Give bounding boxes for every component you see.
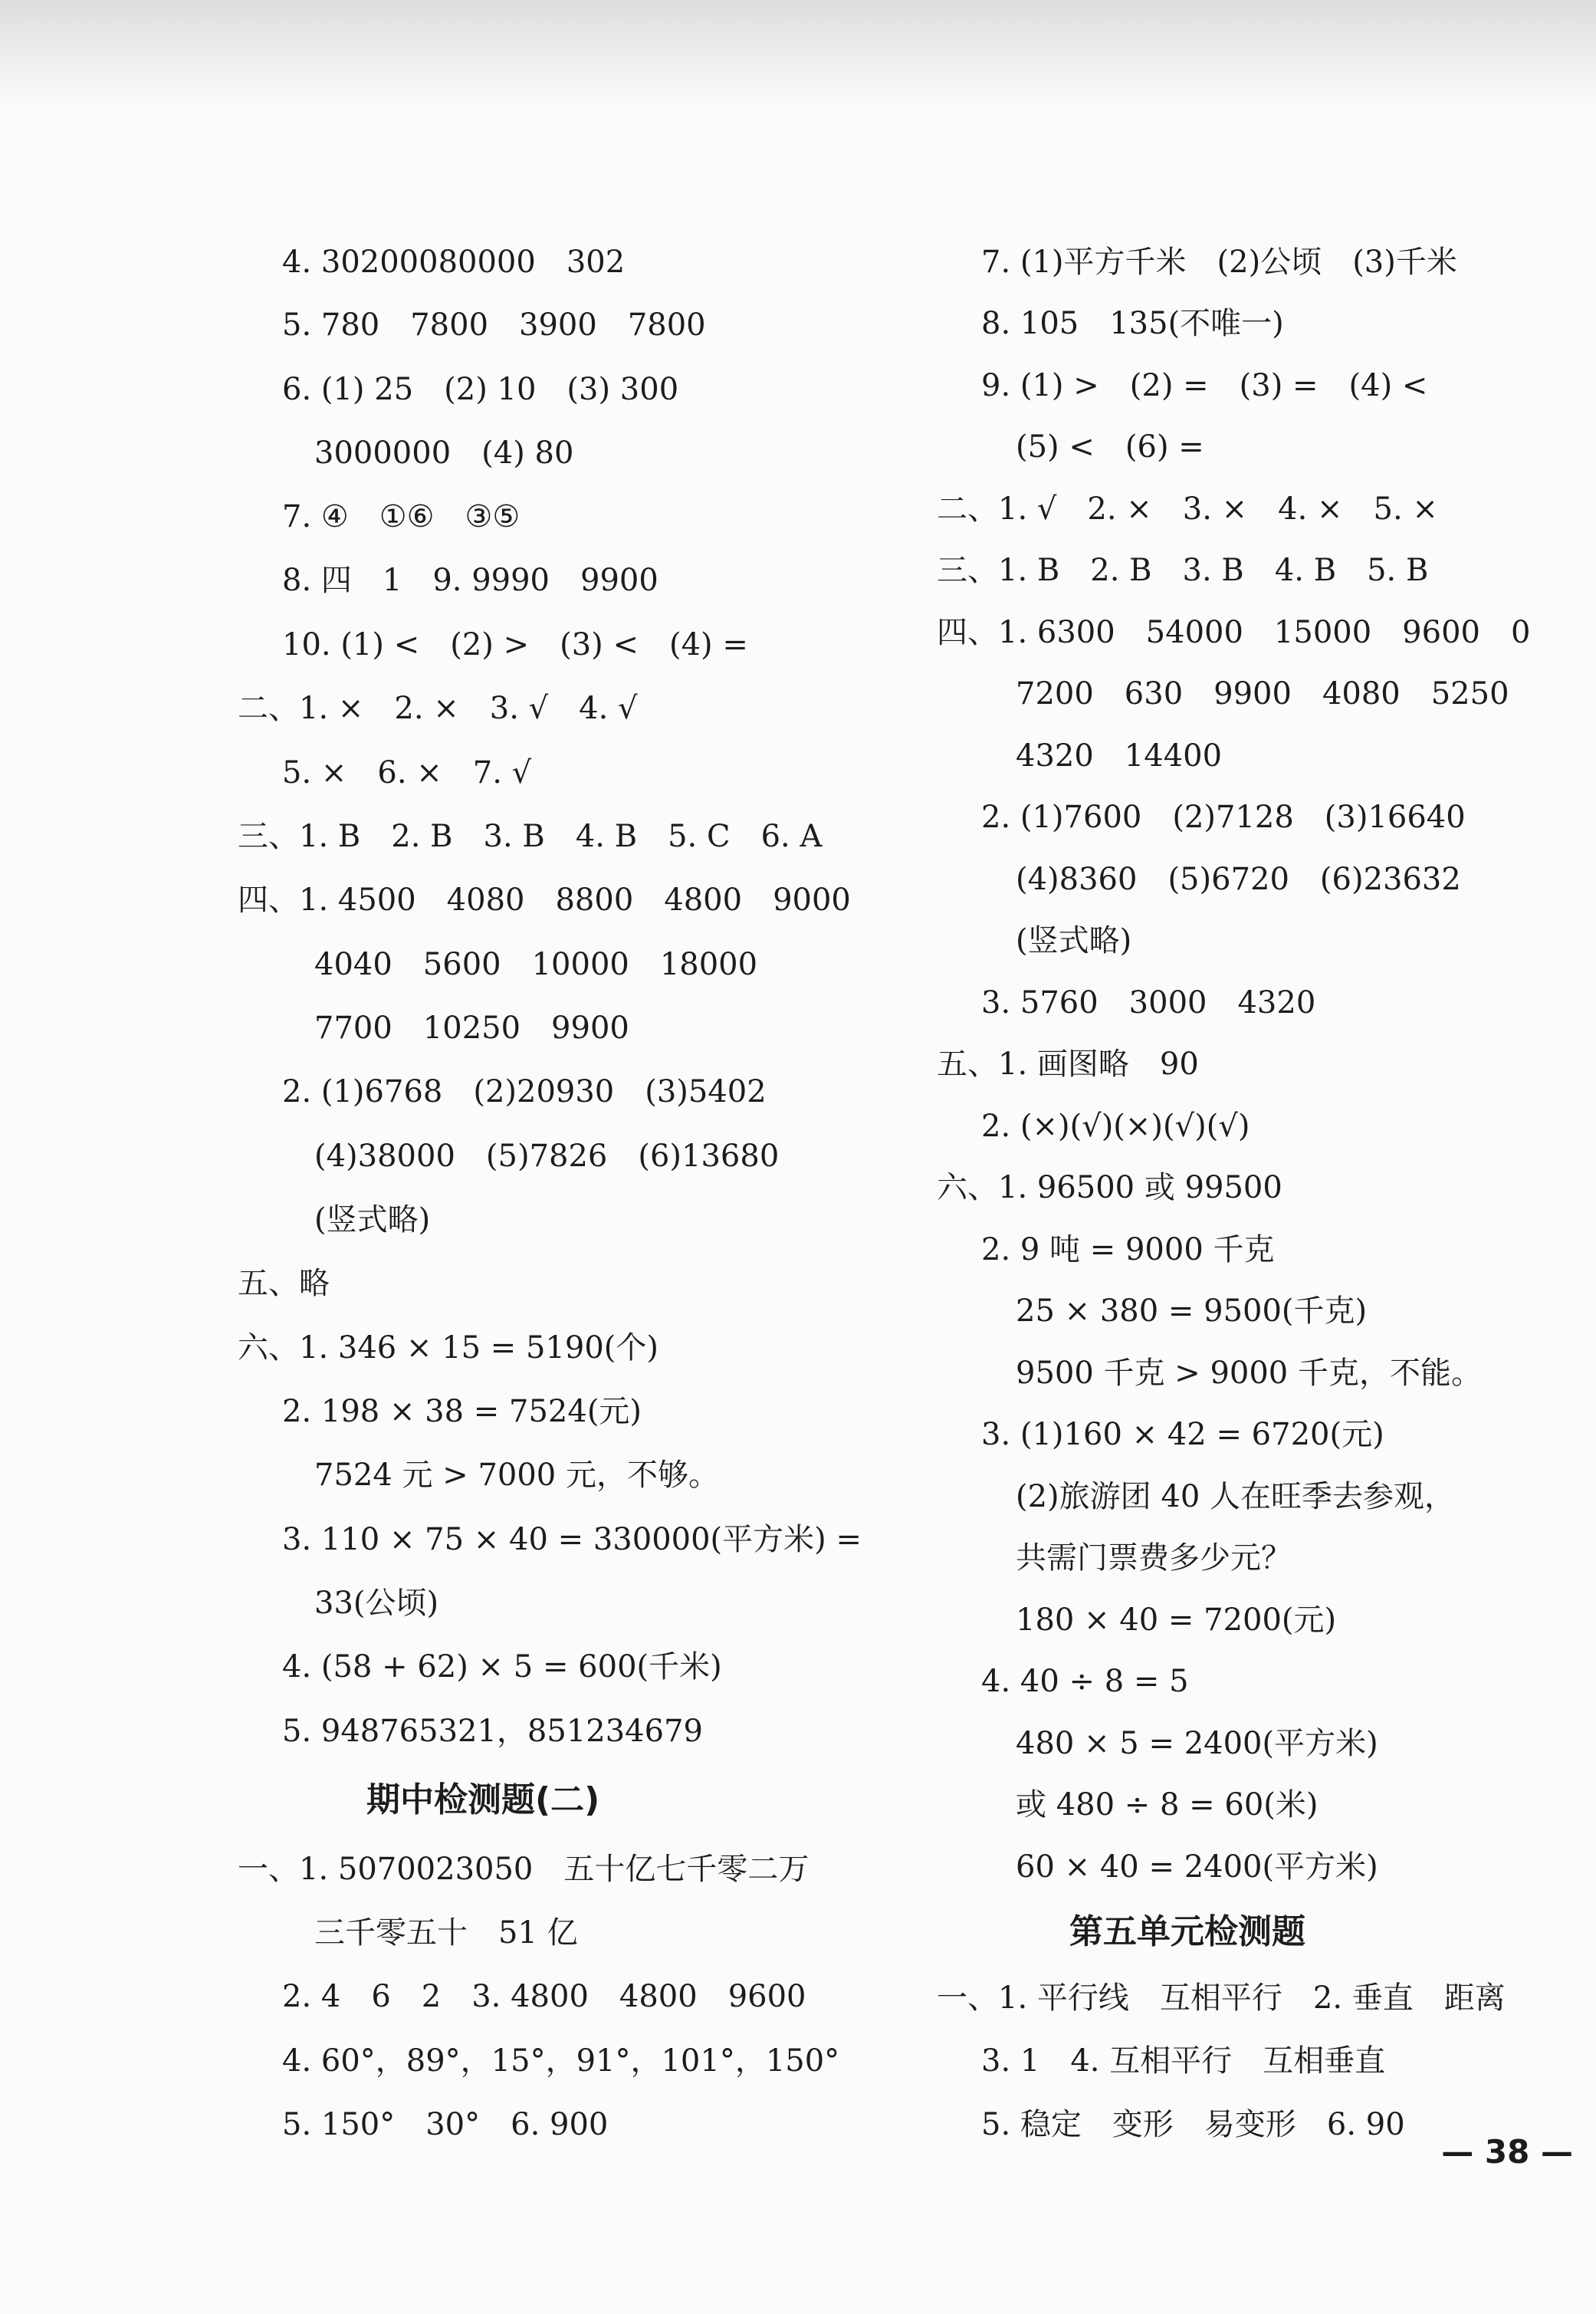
answer-line: 2. 198 × 38 = 7524(元)	[282, 1394, 642, 1429]
answer-line: 5. 948765321，851234679	[282, 1714, 703, 1749]
section-line: 六、1. 96500 或 99500	[937, 1170, 1282, 1205]
answer-line: 3000000 (4) 80	[314, 436, 574, 471]
answer-line: 9. (1) > (2) = (3) = (4) <	[981, 368, 1428, 403]
answer-line: 5. × 6. × 7. √	[282, 755, 532, 791]
answer-line: 5. 150° 30° 6. 900	[282, 2107, 609, 2142]
section-heading: 期中检测题(二)	[366, 1780, 600, 1819]
answer-line: 480 × 5 = 2400(平方米)	[1016, 1726, 1378, 1761]
answer-line: 4. 30200080000 302	[282, 245, 626, 280]
section-line: 一、1. 平行线 互相平行 2. 垂直 距离	[937, 1980, 1506, 2016]
answer-line: 8. 四 1 9. 9990 9900	[282, 563, 658, 598]
answer-line: 33(公顷)	[314, 1586, 439, 1621]
section-line: 六、1. 346 × 15 = 5190(个)	[238, 1330, 659, 1366]
section-line: 四、1. 4500 4080 8800 4800 9000	[238, 883, 851, 918]
answer-line: 7700 10250 9900	[314, 1011, 629, 1046]
answer-line: 3. (1)160 × 42 = 6720(元)	[981, 1417, 1384, 1452]
answer-line: 4. 60°，89°，15°，91°，101°，150°	[282, 2043, 840, 2079]
section-line: 五、略	[238, 1266, 330, 1301]
section-line: 四、1. 6300 54000 15000 9600 0	[937, 615, 1531, 650]
section-line: 三、1. B 2. B 3. B 4. B 5. B	[937, 553, 1429, 588]
answer-line: (5) < (6) =	[1016, 429, 1204, 465]
answer-line: 4040 5600 10000 18000	[314, 947, 758, 982]
scan-top-band	[0, 0, 1596, 107]
answer-line: 或 480 ÷ 8 = 60(米)	[1016, 1787, 1319, 1823]
answer-line: 2. (1)7600 (2)7128 (3)16640	[981, 800, 1466, 835]
answer-line: 25 × 380 = 9500(千克)	[1016, 1293, 1368, 1329]
page-number: — 38 —	[1441, 2133, 1573, 2171]
answer-line: 2. 4 6 2 3. 4800 4800 9600	[282, 1979, 806, 2014]
answer-line: 三千零五十 51 亿	[314, 1915, 578, 1951]
answer-line: 7. ④ ①⑥ ③⑤	[282, 499, 521, 534]
answer-line: 2. 9 吨 = 9000 千克	[981, 1232, 1275, 1267]
answer-line: 180 × 40 = 7200(元)	[1016, 1602, 1337, 1638]
answer-line: (4)38000 (5)7826 (6)13680	[314, 1139, 780, 1174]
section-heading: 第五单元检测题	[1069, 1912, 1305, 1951]
answer-line: 9500 千克 > 9000 千克，不能。	[1016, 1356, 1482, 1391]
answer-line: (2)旅游团 40 人在旺季去参观，	[1016, 1479, 1455, 1514]
answer-line: 5. 780 7800 3900 7800	[282, 307, 706, 343]
answer-line: 6. (1) 25 (2) 10 (3) 300	[282, 372, 679, 407]
answer-line: (竖式略)	[1016, 923, 1132, 958]
answer-line: 10. (1) < (2) > (3) < (4) =	[282, 627, 748, 662]
answer-line: 5. 稳定 变形 易变形 6. 90	[981, 2107, 1405, 2142]
answer-line: 60 × 40 = 2400(平方米)	[1016, 1849, 1378, 1885]
answer-line: (4)8360 (5)6720 (6)23632	[1016, 862, 1461, 897]
section-line: 二、1. √ 2. × 3. × 4. × 5. ×	[937, 491, 1438, 527]
section-line: 五、1. 画图略 90	[937, 1047, 1199, 1082]
answer-line: 4320 14400	[1016, 738, 1223, 774]
section-line: 二、1. × 2. × 3. √ 4. √	[238, 691, 638, 726]
section-line: 三、1. B 2. B 3. B 4. B 5. C 6. A	[238, 819, 823, 854]
answer-line: 3. 5760 3000 4320	[981, 985, 1316, 1021]
answer-line: 2. (×)(√)(×)(√)(√)	[981, 1109, 1250, 1144]
answer-line: 7. (1)平方千米 (2)公顷 (3)千米	[981, 245, 1457, 280]
answer-line: 3. 1 4. 互相平行 互相垂直	[981, 2043, 1386, 2079]
answer-line: 3. 110 × 75 × 40 = 330000(平方米) =	[282, 1522, 862, 1557]
answer-line: (竖式略)	[314, 1202, 431, 1238]
answer-line: 2. (1)6768 (2)20930 (3)5402	[282, 1074, 767, 1109]
answer-line: 共需门票费多少元？	[1016, 1540, 1292, 1576]
answer-line: 4. (58 + 62) × 5 = 600(千米)	[282, 1649, 722, 1685]
answer-line: 8. 105 135(不唯一)	[981, 306, 1284, 341]
answer-line: 4. 40 ÷ 8 = 5	[981, 1664, 1189, 1699]
answer-line: 7524 元 > 7000 元，不够。	[314, 1458, 719, 1493]
answer-line: 7200 630 9900 4080 5250	[1016, 676, 1509, 712]
section-line: 一、1. 5070023050 五十亿七千零二万	[238, 1852, 809, 1887]
